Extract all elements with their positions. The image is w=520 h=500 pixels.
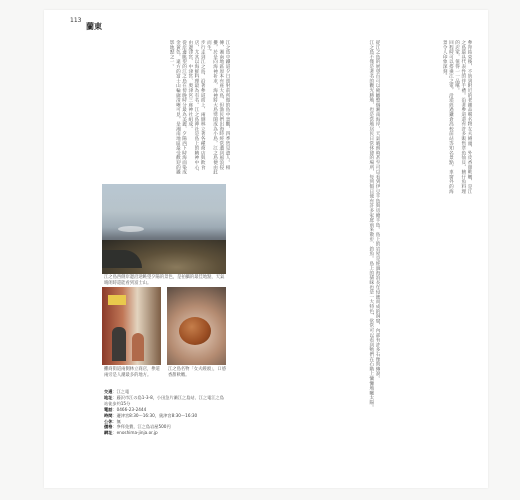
paragraph: 從岸邊眺望的江之島在傍晚時分最為美麗，夕陽西下時海面染成金黃色，遠方的富士山輪廓清晰可見，是湘南地區最受歡迎的攝影地點之一。	[169, 40, 187, 175]
paragraph: 江之島中鐵道夕日照射前所做的島中景觀，四季皆見遊人。相傳，湘南地區原本有座大島，但漁民們出海時經常遭到風浪侵擾，於是向海神祈求，海神將大島劈開成為小島，江之島便由此而生。	[206, 40, 230, 175]
info-value: 江之電	[116, 389, 130, 394]
info-value: 0466-23-2444	[116, 406, 147, 412]
page-number: 113	[70, 17, 82, 24]
manju-bun-shape	[179, 317, 211, 345]
info-value: 參拜免費，江之島岩屋500円	[116, 424, 171, 430]
body-text-column-2	[250, 40, 380, 465]
pedestrian-shape	[132, 333, 144, 361]
sun-reflection	[118, 226, 144, 232]
info-row: 時間：邊津宮8:30～16:30，奧津宮8:30～16:30	[104, 412, 198, 418]
info-label: 公休	[104, 418, 113, 424]
info-box	[104, 389, 228, 436]
body-text-column-3	[392, 40, 472, 195]
pedestrian-shape	[112, 327, 126, 361]
body-text-column-1	[100, 40, 230, 175]
paragraph: 回程時可以搭乘江之電，沿途經過鎌倉高校前站等知名景點，車窗外的海景令人印象深刻。	[442, 40, 454, 194]
info-value: 藤沢市江の島1-3-8，小田急片瀨江之島站、江之電江之島站徒步約15分	[104, 394, 224, 406]
info-row: 地址：藤沢市江の島1-3-8，小田急片瀨江之島站、江之電江之島站徒步約15分	[104, 394, 224, 406]
paragraph: 步行走到江之島，沿著參道而上，兩側林立著各種商店與飲食店，尤其以海鮮料理最為有名。江之島神社是島上的精神中心，由邊津宮、中津宮、奧津宮三座神社組成。	[187, 40, 206, 175]
section-category: 蘭東	[86, 22, 102, 31]
manju-food-photo	[167, 287, 226, 365]
photo-caption: 江之島西側岸邊沿途眺望夕陽的景色，是拍攝的最佳地點，天氣晴朗時還能看到富士山。	[104, 275, 225, 286]
info-label: 時間	[104, 412, 113, 418]
info-row: 交通：江之電	[104, 389, 130, 394]
info-row: 價格：參拜免費，江之島岩屋500円	[104, 424, 171, 430]
info-value: enoshima-jinja.or.jp	[116, 430, 158, 436]
photo-caption: 江之島名物「女夫饅頭」，口感香甜軟嫩。	[168, 367, 227, 378]
paragraph: 江之島不僅是著名的觀光勝地，也是當地居民日常休憩的場所，每到假日便有許多家庭前來散步、釣魚。島上的貓咪也是一大特色，常常可以看到牠們在石階上慵懶地曬太陽。	[368, 40, 374, 410]
info-row: 網址：enoshima-jinja.or.jp	[104, 430, 158, 436]
paragraph: 參拜結束後，不妨到附近的老鋪品嚐名物女夫饅頭，外皮香甜軟嫩，是江之島最具代表性的伴手禮。沿著參道還有許多販售章魚仙貝、魩仔魚料理的店家，值得一一品嚐。	[454, 40, 472, 194]
shopping-street-photo	[102, 287, 161, 365]
paragraph: 從江之島的展望台可以俯瞰整個湘南海岸，天氣晴朗時甚至可以看到伊豆半島與房總半島。島上的岩屋是經過海浪長年侵蝕而成的洞窟，內部有許多石像與傳說。	[375, 40, 380, 381]
info-value: 無	[116, 418, 121, 424]
info-value: 邊津宮8:30～16:30，奧津宮8:30～16:30	[116, 412, 198, 418]
info-row: 公休：無	[104, 418, 121, 424]
info-label: 地址	[104, 394, 113, 400]
info-label: 網址	[104, 430, 113, 436]
shop-sign-shape	[108, 295, 126, 305]
sunset-coast-photo	[102, 184, 226, 274]
info-label: 價格	[104, 424, 113, 430]
info-label: 交通	[104, 389, 113, 394]
photo-caption: 攤商街道兩側林立商店，參道兩旁是人潮最多的地方。	[104, 367, 160, 378]
info-label: 電話	[104, 406, 113, 412]
info-row: 電話：0466-23-2444	[104, 406, 147, 412]
